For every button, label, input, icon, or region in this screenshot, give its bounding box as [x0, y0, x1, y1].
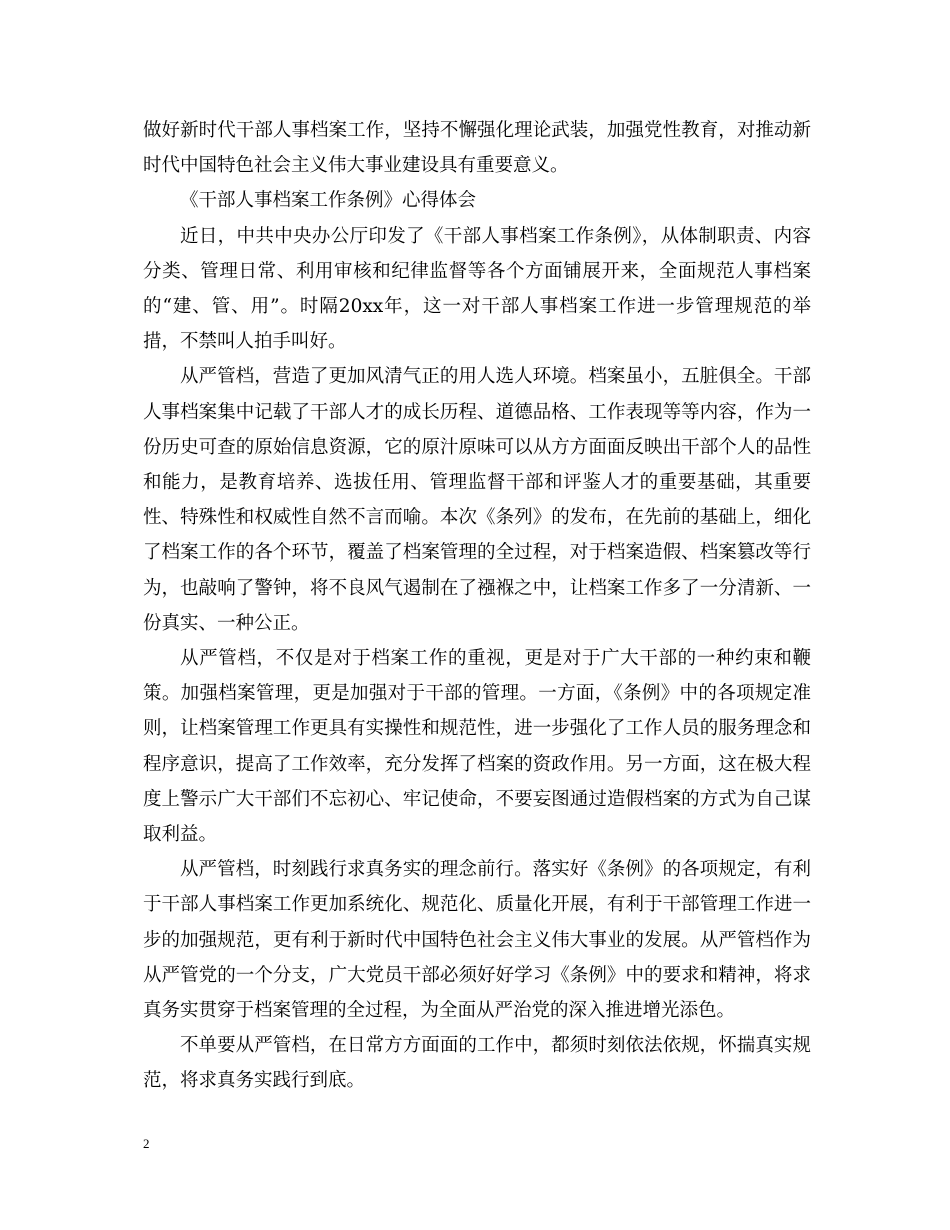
document-body — [143, 113, 811, 1099]
page-number: 2 — [143, 1136, 150, 1151]
paragraph: 从严管档，营造了更加风清气正的用人选人环境。档案虽小，五脏俱全。干部人事档案集中记载了干部人才的成长历程、道德品格、工作表现等等内容，作为一份历史可查的原始信息资源，它的原汁原味可以从方方面面反映出干部个人的品性和能力，是教育培养、选拔任用、管理监督干部和评鉴人才的重要基础，其重要性、特殊性和权威性自然不言而喻。本次《条列》的发布，在先前的基础上，细化了档案工作的各个环节，覆盖了档案管理的全过程，对于档案造假、档案篡改等行为，也敲响了警钟，将不良风气遏制在了襁褓之中，让档案工作多了一分清新、一份真实、一种公正。 — [143, 366, 811, 634]
paragraph: 从严管档，时刻践行求真务实的理念前行。落实好《条例》的各项规定，有利于干部人事档案工作更加系统化、规范化、质量化开展，有利于干部管理工作进一步的加强规范，更有利于新时代中国特色社会主义伟大事业的发展。从严管档作为从严管党的一个分支，广大党员干部必须好好学习《条例》中的要求和精神，将求真务实贯穿于档案管理的全过程，为全面从严治党的深入推进增光添色。 — [143, 859, 811, 1022]
section-title: 《干部人事档案工作条例》心得体会 — [180, 190, 477, 212]
paragraph: 不单要从严管档，在日常方方面面的工作中，都须时刻依法依规，怀揣真实规范，将求真务实践行到底。 — [143, 1035, 811, 1092]
paragraph: 近日，中共中央办公厅印发了《干部人事档案工作条例》，从体制职责、内容分类、管理日常、利用审核和纪律监督等各个方面铺展开来，全面规范人事档案的“建、管、用”。时隔20xx年，这一对干部人事档案工作进一步管理规范的举措，不禁叫人拍手叫好。 — [143, 225, 811, 353]
paragraph: 从严管档，不仅是对于档案工作的重视，更是对于广大干部的一种约束和鞭策。加强档案管理，更是加强对于干部的管理。一方面，《条例》中的各项规定准则，让档案管理工作更具有实操性和规范性，进一步强化了工作人员的服务理念和程序意识，提高了工作效率，充分发挥了档案的资政作用。另一方面，这在极大程度上警示广大干部们不忘初心、牢记使命，不要妄图通过造假档案的方式为自己谋取利益。 — [143, 648, 811, 846]
paragraph-continued: 做好新时代干部人事档案工作，坚持不懈强化理论武装，加强党性教育，对推动新时代中国特色社会主义伟大事业建设具有重要意义。 — [143, 120, 811, 177]
